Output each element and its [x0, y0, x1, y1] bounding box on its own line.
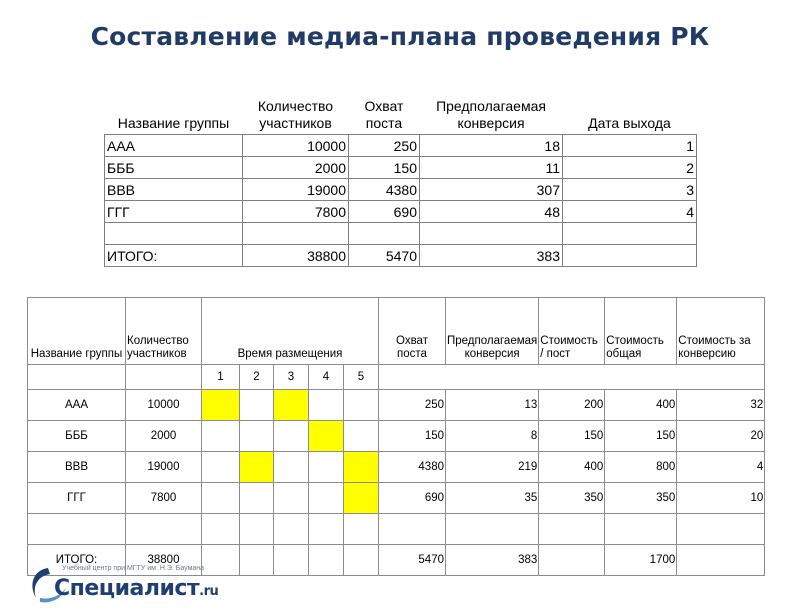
cell-conversion: 11 [420, 157, 563, 179]
header-group: Название группы [28, 298, 126, 365]
cell-release-date [563, 223, 697, 245]
placement-slot [240, 483, 274, 514]
placement-slot [344, 545, 379, 576]
placement-slot-filled [274, 390, 309, 421]
cell-cost-per-conversion: 20 [677, 421, 765, 452]
placement-slot [309, 545, 344, 576]
days-spacer [446, 365, 539, 390]
cell-cost-per-post [539, 514, 605, 545]
header-conversion: Предполагаемая конверсия [436, 98, 546, 131]
cell-release-date [563, 245, 697, 267]
cell-participants: 19000 [126, 452, 202, 483]
summary-table [104, 90, 697, 267]
cell-release-date: 3 [563, 179, 697, 201]
media-plan-header [28, 298, 765, 365]
header-cost-per-conversion: Стоимость за конверсию [677, 298, 765, 365]
summary-table-row [105, 157, 697, 179]
cell-participants: 38800 [126, 545, 202, 576]
cell-cost-per-post: 350 [539, 483, 605, 514]
media-plan-row [28, 390, 765, 421]
cell-reach: 150 [349, 157, 420, 179]
cell-reach: 250 [379, 390, 446, 421]
placement-slot [240, 421, 274, 452]
placement-slot [344, 514, 379, 545]
cell-cost-per-post [539, 545, 605, 576]
cell-participants: 38800 [243, 245, 349, 267]
cell-cost-per-conversion: 32 [677, 390, 765, 421]
media-plan-row [28, 483, 765, 514]
cell-group: ГГГ [105, 201, 243, 223]
cell-participants [243, 223, 349, 245]
cell-group [28, 514, 126, 545]
days-spacer [379, 365, 446, 390]
placement-slot [309, 514, 344, 545]
cell-group: ААА [28, 390, 126, 421]
placement-slot [240, 390, 274, 421]
cell-reach [349, 223, 420, 245]
logo-name-text: Специалист [54, 576, 200, 601]
page-title: Составление медиа-плана проведения РК [90, 22, 710, 51]
placement-slot [274, 514, 309, 545]
summary-table-row [105, 223, 697, 245]
placement-slot [202, 452, 240, 483]
cell-group: ИТОГО: [28, 545, 126, 576]
placement-slot [309, 390, 344, 421]
cell-participants [126, 514, 202, 545]
cell-reach: 5470 [349, 245, 420, 267]
cell-reach: 5470 [379, 545, 446, 576]
cell-release-date: 4 [563, 201, 697, 223]
cell-conversion [446, 514, 539, 545]
cell-reach: 690 [349, 201, 420, 223]
cell-cost-total: 350 [605, 483, 677, 514]
cell-group: ВВВ [105, 179, 243, 201]
cell-cost-total [605, 514, 677, 545]
days-spacer [677, 365, 765, 390]
placement-slot-filled [344, 483, 379, 514]
summary-table-row [105, 201, 697, 223]
cell-conversion: 35 [446, 483, 539, 514]
day-label: 1 [202, 365, 240, 390]
cell-group: ГГГ [28, 483, 126, 514]
header-cost-per-post: Стоимость / пост [539, 298, 605, 365]
placement-slot [202, 421, 240, 452]
cell-reach: 250 [349, 135, 420, 157]
day-label: 5 [344, 365, 379, 390]
placement-slot [274, 545, 309, 576]
header-participants: Количество участников [126, 298, 202, 365]
days-spacer [28, 365, 126, 390]
placement-slot-filled [344, 452, 379, 483]
cell-cost-per-conversion [677, 545, 765, 576]
summary-table-header [105, 90, 697, 135]
cell-cost-per-conversion [677, 514, 765, 545]
cell-cost-per-conversion: 4 [677, 452, 765, 483]
cell-conversion: 307 [420, 179, 563, 201]
header-reach: Охват поста [379, 298, 446, 365]
header-group: Название группы [117, 115, 230, 131]
cell-group: ИТОГО: [105, 245, 243, 267]
header-cost-total: Стоимость общая [605, 298, 677, 365]
cell-cost-per-conversion: 10 [677, 483, 765, 514]
day-label: 2 [240, 365, 274, 390]
specialist-logo [26, 562, 226, 606]
logo-tagline: Учебный центр при МГТУ им. Н.Э. Баумана [62, 565, 205, 572]
placement-slot [344, 390, 379, 421]
day-label: 3 [274, 365, 309, 390]
cell-conversion: 383 [446, 545, 539, 576]
placement-slot [202, 483, 240, 514]
day-label: 4 [309, 365, 344, 390]
placement-slot [309, 483, 344, 514]
cell-group: БББ [105, 157, 243, 179]
placement-slot-filled [202, 390, 240, 421]
cell-conversion: 18 [420, 135, 563, 157]
cell-conversion: 48 [420, 201, 563, 223]
cell-group: БББ [28, 421, 126, 452]
header-placement-time: Время размещения [202, 298, 379, 365]
cell-release-date: 2 [563, 157, 697, 179]
cell-conversion: 383 [420, 245, 563, 267]
media-plan-table [27, 297, 765, 576]
cell-reach: 150 [379, 421, 446, 452]
cell-group [105, 223, 243, 245]
placement-slot [274, 452, 309, 483]
days-spacer [126, 365, 202, 390]
cell-group: ААА [105, 135, 243, 157]
cell-group: ВВВ [28, 452, 126, 483]
cell-conversion: 8 [446, 421, 539, 452]
cell-cost-total: 1700 [605, 545, 677, 576]
cell-participants: 7800 [126, 483, 202, 514]
header-reach: Охват поста [364, 98, 404, 131]
cell-cost-total: 150 [605, 421, 677, 452]
cell-participants: 10000 [126, 390, 202, 421]
cell-cost-total: 400 [605, 390, 677, 421]
logo-name [54, 576, 218, 601]
placement-slot-filled [309, 421, 344, 452]
placement-slot [240, 545, 274, 576]
cell-participants: 19000 [243, 179, 349, 201]
cell-participants: 2000 [243, 157, 349, 179]
cell-cost-total: 800 [605, 452, 677, 483]
placement-slot [274, 421, 309, 452]
cell-conversion: 219 [446, 452, 539, 483]
placement-slot [344, 421, 379, 452]
cell-participants: 2000 [126, 421, 202, 452]
logo-suffix: .ru [199, 584, 219, 599]
cell-reach: 690 [379, 483, 446, 514]
placement-slot [309, 452, 344, 483]
placement-slot [274, 483, 309, 514]
cell-participants: 7800 [243, 201, 349, 223]
cell-release-date: 1 [563, 135, 697, 157]
cell-cost-per-post: 150 [539, 421, 605, 452]
summary-table-row [105, 135, 697, 157]
days-row [28, 365, 765, 390]
cell-cost-per-post: 400 [539, 452, 605, 483]
cell-reach [379, 514, 446, 545]
days-spacer [539, 365, 605, 390]
cell-reach: 4380 [379, 452, 446, 483]
media-plan-row [28, 452, 765, 483]
header-release-date: Дата выхода [588, 115, 671, 131]
placement-slot [240, 514, 274, 545]
header-participants: Количество участников [257, 98, 334, 131]
summary-table-row [105, 245, 697, 267]
media-plan-row [28, 421, 765, 452]
cell-conversion [420, 223, 563, 245]
cell-reach: 4380 [349, 179, 420, 201]
media-plan-row [28, 514, 765, 545]
cell-cost-per-post: 200 [539, 390, 605, 421]
cell-conversion: 13 [446, 390, 539, 421]
header-conversion: Предполагаемая конверсия [446, 298, 539, 365]
cell-participants: 10000 [243, 135, 349, 157]
summary-table-row [105, 179, 697, 201]
days-spacer [605, 365, 677, 390]
placement-slot [202, 514, 240, 545]
placement-slot-filled [240, 452, 274, 483]
